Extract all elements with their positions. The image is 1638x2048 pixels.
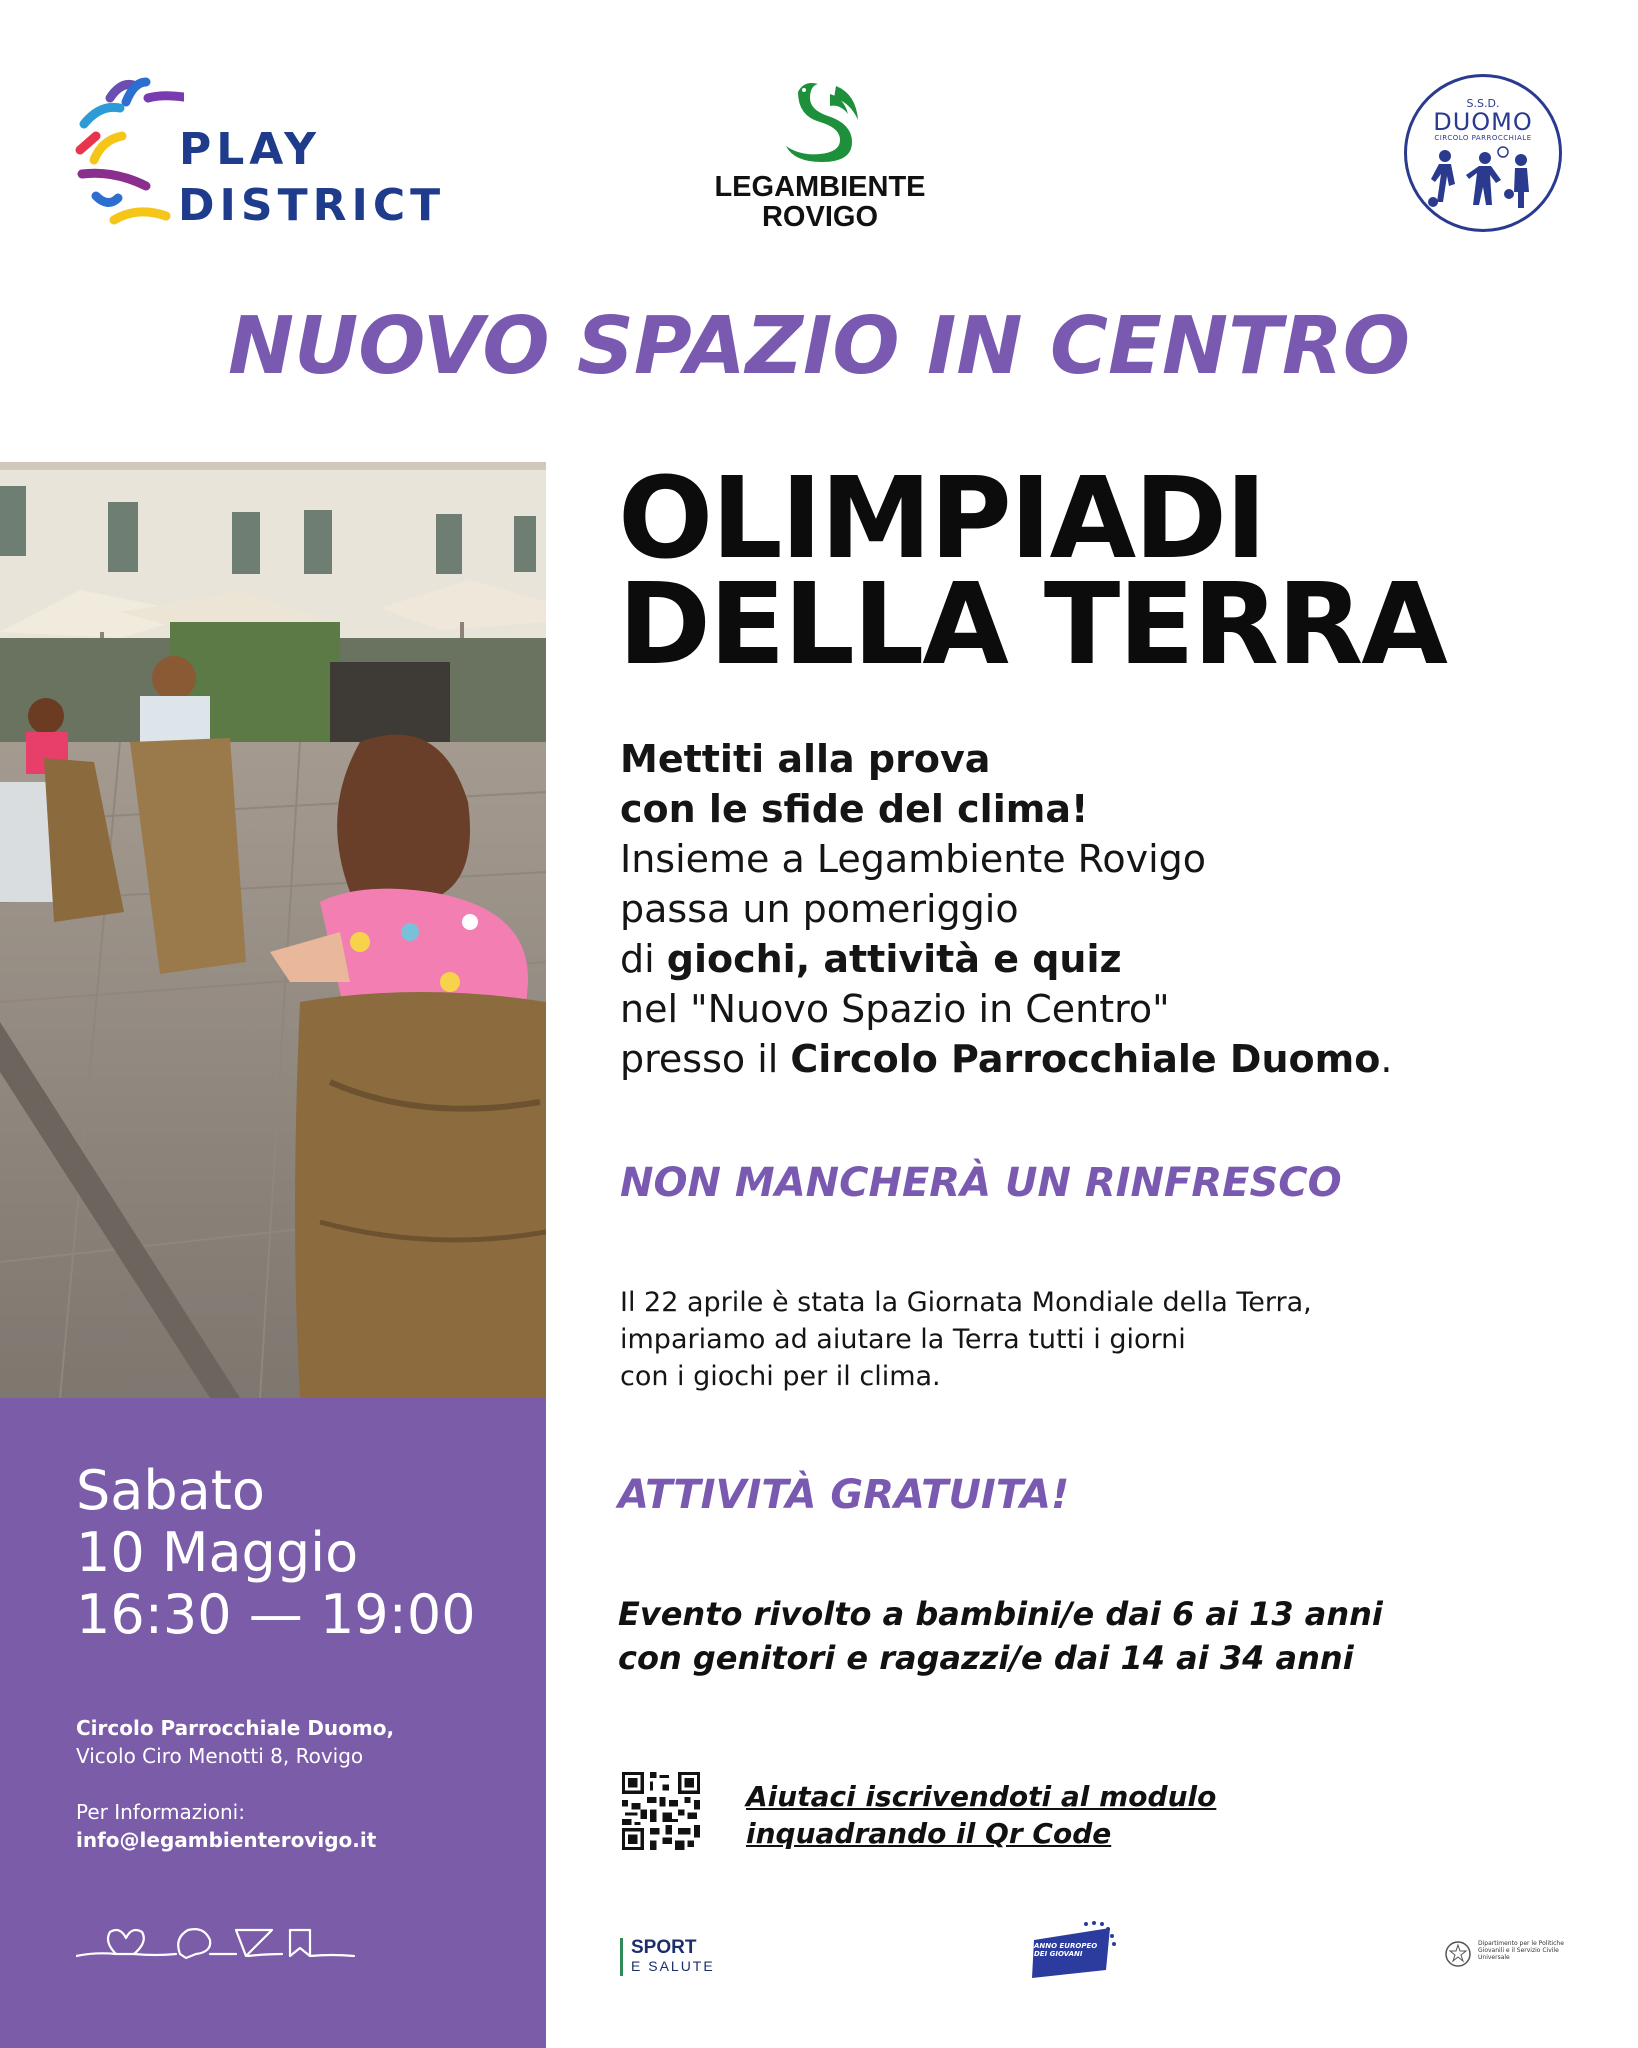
earth-line3: con i giochi per il clima. bbox=[620, 1361, 941, 1392]
event-details-panel bbox=[0, 1398, 546, 2048]
venue-address: Vicolo Ciro Menotti 8, Rovigo bbox=[76, 1744, 364, 1768]
kids-playing-icon bbox=[1423, 146, 1543, 212]
play-district-logo bbox=[74, 74, 446, 244]
legambiente-line2: ROVIGO bbox=[761, 201, 878, 233]
swan-icon bbox=[770, 76, 870, 168]
venue-name: Circolo Parrocchiale Duomo, bbox=[76, 1716, 395, 1740]
sport-e-salute-logo: SPORT E SALUTE bbox=[620, 1938, 715, 1976]
play-district-swirl-icon bbox=[74, 74, 184, 234]
qr-cta-line2[interactable]: inquadrando il Qr Code bbox=[746, 1817, 1112, 1850]
duomo-name: DUOMO bbox=[1433, 108, 1533, 136]
desc-line3: Insieme a Legambiente Rovigo bbox=[620, 837, 1207, 881]
event-title bbox=[618, 454, 1446, 690]
event-time: 16:30 — 19:00 bbox=[76, 1583, 476, 1646]
rinfresco-note: NON MANCHERÀ UN RINFRESCO bbox=[620, 1160, 1342, 1206]
qr-code[interactable] bbox=[622, 1772, 700, 1850]
duomo-ssd: S.S.D. bbox=[1466, 97, 1500, 110]
duomo-logo bbox=[1404, 74, 1562, 232]
paper-plane-icon bbox=[236, 1930, 272, 1956]
target-audience bbox=[618, 1592, 1383, 1680]
desc-line2: con le sfide del clima! bbox=[620, 787, 1089, 831]
target-line1: Evento rivolto a bambini/e dai 6 ai 13 anni bbox=[618, 1595, 1383, 1633]
event-day: Sabato bbox=[76, 1459, 265, 1522]
heart-icon bbox=[108, 1930, 144, 1954]
earth-line2: impariamo ad aiutare la Terra tutti i giorni bbox=[620, 1324, 1186, 1355]
legambiente-logo bbox=[700, 76, 940, 246]
event-photo bbox=[0, 462, 546, 1398]
earth-line1: Il 22 aprile è stata la Giornata Mondiale della Terra, bbox=[620, 1287, 1312, 1318]
duomo-subtitle: CIRCOLO PARROCCHIALE bbox=[1434, 134, 1532, 142]
kids-sack-race-photo bbox=[0, 462, 546, 1398]
desc-line6: nel "Nuovo Spazio in Centro" bbox=[620, 987, 1170, 1031]
bookmark-icon bbox=[290, 1930, 310, 1956]
info-email[interactable]: info@legambienterovigo.it bbox=[76, 1828, 377, 1852]
italian-emblem-icon bbox=[1444, 1940, 1472, 1968]
legambiente-line1: LEGAMBIENTE bbox=[714, 171, 926, 203]
anno-text: ANNO EUROPEO DEI GIOVANI bbox=[1034, 1942, 1098, 1958]
desc-line5: di giochi, attività e quiz bbox=[620, 937, 1122, 981]
play-district-line2: DISTRICT bbox=[178, 180, 446, 231]
event-venue bbox=[76, 1714, 394, 1770]
dipartimento-logo bbox=[1444, 1940, 1564, 1972]
desc-line7: presso il Circolo Parrocchiale Duomo. bbox=[620, 1037, 1393, 1081]
chat-icon bbox=[178, 1929, 210, 1958]
free-activity-note: ATTIVITÀ GRATUITA! bbox=[618, 1472, 1070, 1518]
event-date: 10 Maggio bbox=[76, 1521, 359, 1584]
headline-nuovo-spazio: NUOVO SPAZIO IN CENTRO bbox=[228, 300, 1410, 392]
dipartimento-text: Dipartimento per le Politiche Giovanili e il Servizio Civile Universale bbox=[1478, 1940, 1564, 1961]
event-info bbox=[76, 1798, 376, 1854]
play-district-line1: PLAY bbox=[179, 124, 321, 175]
qr-signup-link[interactable] bbox=[746, 1778, 1216, 1852]
doodle-icons bbox=[76, 1918, 356, 1964]
title-line2: DELLA TERRA bbox=[618, 560, 1446, 690]
earth-day-text bbox=[620, 1284, 1312, 1395]
desc-line1: Mettiti alla prova bbox=[620, 737, 991, 781]
title-line1: OLIMPIADI bbox=[618, 454, 1265, 584]
info-label: Per Informazioni: bbox=[76, 1800, 245, 1824]
desc-line4: passa un pomeriggio bbox=[620, 887, 1019, 931]
event-description bbox=[620, 734, 1392, 1084]
anno-europeo-giovani-logo bbox=[1030, 1920, 1120, 1980]
qr-cta-line1[interactable]: Aiutaci iscrivendoti al modulo bbox=[746, 1780, 1217, 1813]
target-line2: con genitori e ragazzi/e dai 14 ai 34 anni bbox=[618, 1639, 1354, 1677]
